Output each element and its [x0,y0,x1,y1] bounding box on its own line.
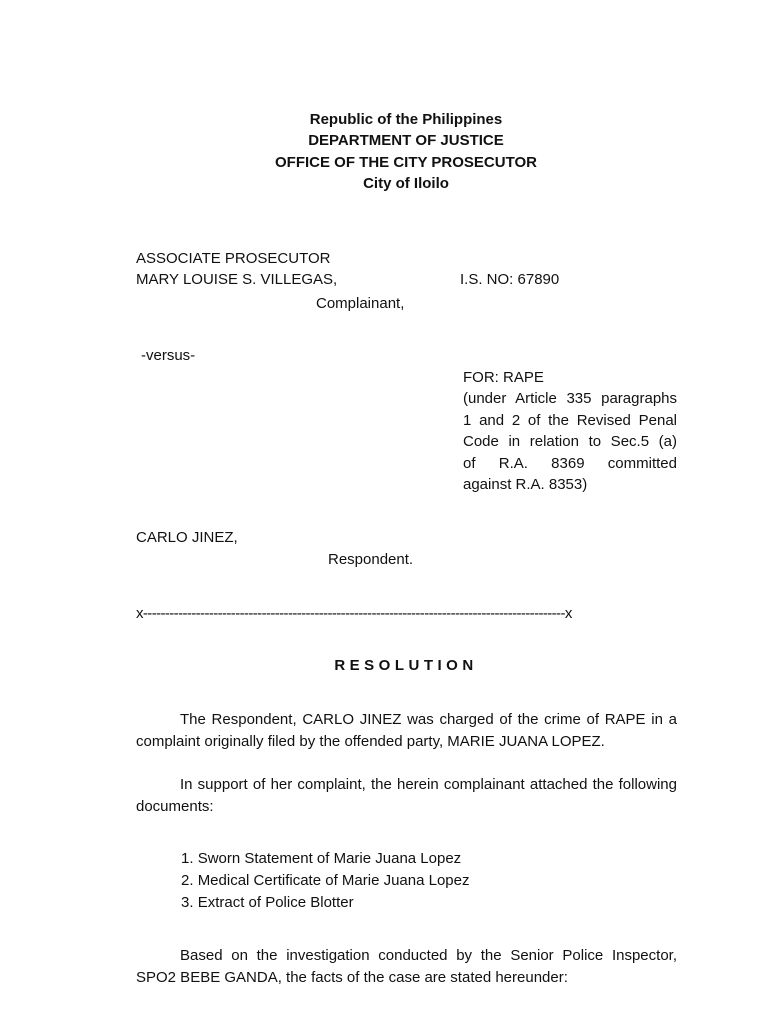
case-number: I.S. NO: 67890 [460,271,560,288]
list-item [181,848,470,870]
paragraph-support-text: In support of her complaint, the herein complainant attached the following documents: [136,776,677,815]
divider-dashes: ------------------------------------------------------------------------------------------------ [142,605,565,622]
paragraph-charge-text: The Respondent, CARLO JINEZ was charged of the crime of RAPE in a complaint originally filed by the offended party, MARIE JUANA LOPEZ. [136,711,677,750]
header-office: OFFICE OF THE CITY PROSECUTOR [275,154,537,171]
list-item-number: 2. [181,872,194,889]
charge-detail-5: against R.A. 8353) [463,476,588,494]
paragraph-charge [136,709,677,753]
header-department: DEPARTMENT OF JUSTICE [308,132,504,149]
divider-start: x [136,605,143,622]
paragraph-investigation-text: Based on the investigation conducted by the Senior Police Inspector, SPO2 BEBE GANDA, the facts of the case are stated hereunder: [136,947,677,986]
charge-detail-1: (under Article 335 paragraphs [463,390,677,408]
versus-label: -versus- [141,347,196,364]
complainant-name: MARY LOUISE S. VILLEGAS, [136,271,338,288]
list-item [181,892,470,914]
charge-block [463,367,677,495]
list-item-number: 1. [181,850,194,867]
charge-detail-4: of R.A. 8369 committed [463,454,677,472]
list-item-text: Medical Certificate of Marie Juana Lopez [197,872,470,889]
respondent-name: CARLO JINEZ, [136,529,238,546]
resolution-title: RESOLUTION [334,657,478,674]
section-divider [136,603,640,624]
list-item-number: 3. [181,894,194,911]
paragraph-support [136,774,677,818]
header-republic: Republic of the Philippines [309,111,503,128]
divider-end: x [564,605,572,622]
paragraph-investigation [136,945,677,989]
complainant-role: Complainant, [316,295,405,312]
list-item-text: Extract of Police Blotter [197,894,354,911]
charge-detail-3: Code in relation to Sec.5 (a) [463,433,677,451]
attached-documents-list [181,848,470,914]
list-item [181,870,470,892]
header-city: City of Iloilo [363,175,449,192]
charge-detail-2: 1 and 2 of the Revised Penal [463,411,677,429]
list-item-text: Sworn Statement of Marie Juana Lopez [197,850,462,867]
respondent-role: Respondent. [328,551,414,568]
complainant-title: ASSOCIATE PROSECUTOR [136,250,331,267]
charge-offense: FOR: RAPE [463,369,544,386]
